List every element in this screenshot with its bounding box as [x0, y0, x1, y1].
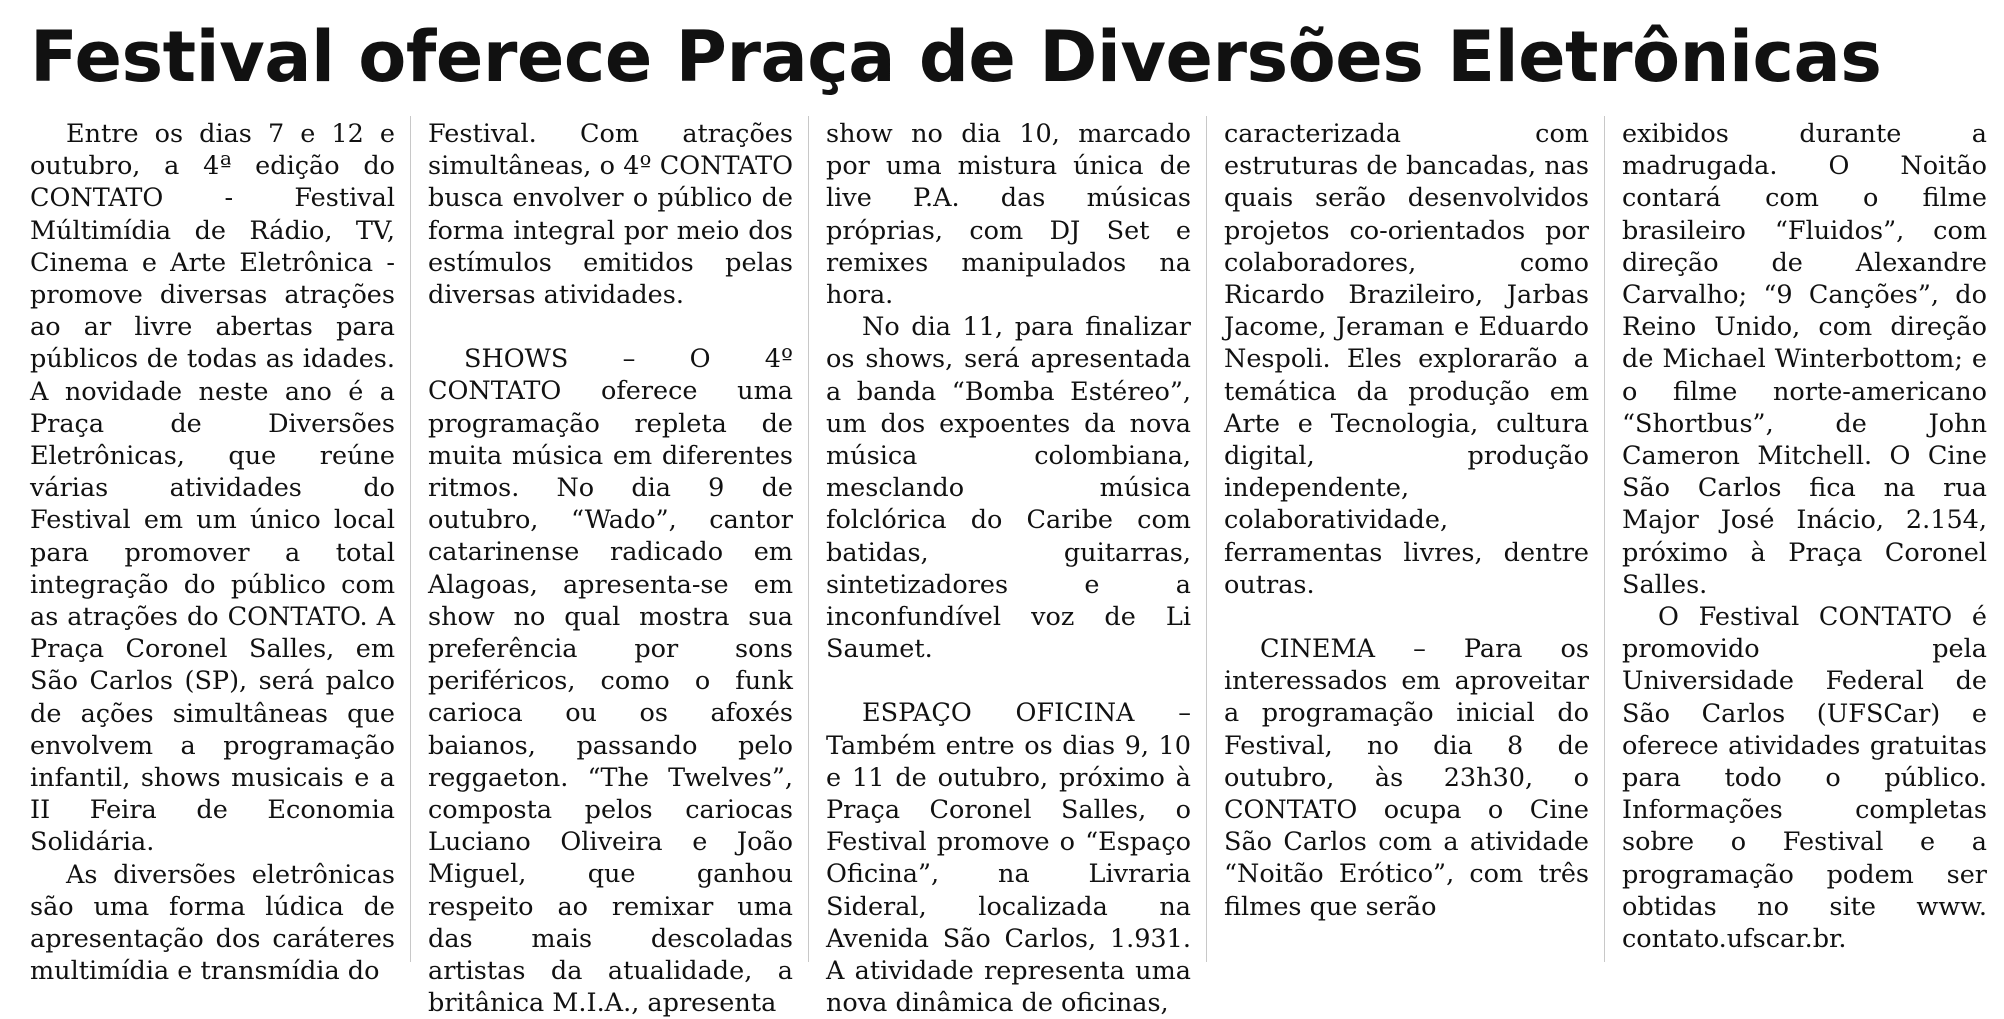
column-divider: [410, 116, 411, 962]
paragraph: O Festival CONTATO é promovido pela Universidade Federal de São Carlos (UFSCar) e oferece atividades gratuitas para todo o público. Informações completas sobre o Festival e a programação podem ser obtidas no site www. contato.ufscar.br.: [1622, 602, 1987, 955]
headline: Festival oferece Praça de Diversões Eletrônicas: [30, 16, 1882, 98]
paragraph-gap: [428, 311, 793, 343]
column-1: [30, 118, 395, 987]
column-5: [1622, 118, 1987, 955]
paragraph: As diversões eletrônicas são uma forma lúdica de apresentação dos caráteres multimídia e transmídia do: [30, 859, 395, 987]
column-4: [1224, 118, 1589, 923]
column-3: [826, 118, 1191, 1019]
section-paragraph-shows: SHOWS – O 4º CONTATO oferece uma programação repleta de muita música em diferentes ritmos. No dia 9 de outubro, “Wado”, cantor catarinense radicado em Alagoas, apresenta-se em show no qual mostra sua preferência por sons periféricos, como o funk carioca ou os afoxés baianos, passando pelo reggaeton. “The Twelves”, composta pelos cariocas Luciano Oliveira e João Miguel, que ganhou respeito ao remixar uma das mais descoladas artistas da atualidade, a britânica M.I.A., apresenta: [428, 344, 793, 1019]
paragraph-gap: [826, 665, 1191, 697]
paragraph: caracterizada com estruturas de bancadas, nas quais serão desenvolvidos projetos co-orientados por colaboradores, como Ricardo Brazileiro, Jarbas Jacome, Jeraman e Eduardo Nespoli. Eles explorarão a temática da produção em Arte e Tecnologia, cultura digital, produção independente, colaboratividade, ferramentas livres, dentre outras.: [1224, 119, 1589, 600]
column-2: [428, 118, 793, 1019]
section-paragraph-cinema: CINEMA – Para os interessados em aproveitar a programação inicial do Festival, no dia 8 de outubro, às 23h30, o CONTATO ocupa o Cine São Carlos com a atividade “Noitão Erótico”, com três filmes que serão: [1224, 634, 1589, 922]
column-divider: [1206, 116, 1207, 962]
paragraph: show no dia 10, marcado por uma mistura única de live P.A. das músicas próprias, com DJ Set e remixes manipulados na hora.: [826, 119, 1191, 311]
section-paragraph-espaco-oficina: ESPAÇO OFICINA – Também entre os dias 9, 10 e 11 de outubro, próximo à Praça Coronel Salles, o Festival promove o “Espaço Oficina”, na Livraria Sideral, localizada na Avenida São Carlos, 1.931. A atividade representa uma nova dinâmica de oficinas,: [826, 698, 1191, 1019]
column-divider: [1604, 116, 1605, 962]
paragraph-gap: [1224, 601, 1589, 633]
paragraph: Entre os dias 7 e 12 e outubro, a 4ª edição do CONTATO - Festival Múltimídia de Rádio, TV, Cinema e Arte Eletrônica - promove diversas atrações ao ar livre abertas para públicos de todas as idades. A novidade neste ano é a Praça de Diversões Eletrônicas, que reúne várias atividades do Festival em um único local para promover a total integração do público com as atrações do CONTATO. A Praça Coronel Salles, em São Carlos (SP), será palco de ações simultâneas que envolvem a programação infantil, shows musicais e a II Feira de Economia Solidária.: [30, 119, 395, 858]
paragraph: Festival. Com atrações simultâneas, o 4º CONTATO busca envolver o público de forma integral por meio dos estímulos emitidos pelas diversas atividades.: [428, 119, 793, 311]
paragraph: No dia 11, para finalizar os shows, será apresentada a banda “Bomba Estéreo”, um dos expoentes da nova música colombiana, mesclando música folclórica do Caribe com batidas, guitarras, sintetizadores e a inconfundível voz de Li Saumet.: [826, 312, 1191, 665]
paragraph: exibidos durante a madrugada. O Noitão contará com o filme brasileiro “Fluidos”, com direção de Alexandre Carvalho; “9 Canções”, do Reino Unido, com direção de Michael Winterbottom; e o filme norte-americano “Shortbus”, de John Cameron Mitchell. O Cine São Carlos fica na rua Major José Inácio, 2.154, próximo à Praça Coronel Salles.: [1622, 119, 1987, 600]
column-divider: [808, 116, 809, 962]
